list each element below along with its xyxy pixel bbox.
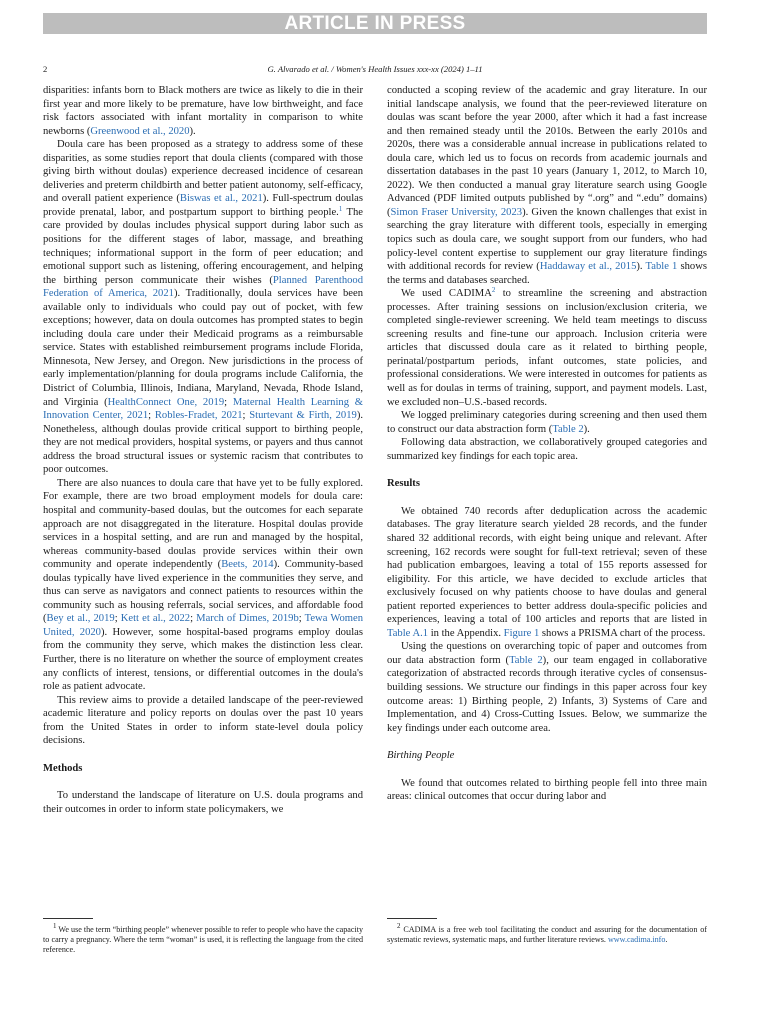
text-run: ; <box>114 613 121 625</box>
text-run: in the Appendix. <box>428 627 504 639</box>
reference-link[interactable]: Figure 1 <box>503 627 540 639</box>
footnote-left <box>43 918 363 956</box>
paragraph <box>43 84 363 138</box>
text-run: ; <box>190 613 197 625</box>
reference-link[interactable]: Beets, 2014 <box>221 559 274 571</box>
text-run: We used CADIMA <box>401 288 492 300</box>
footnote-text <box>387 922 707 945</box>
footnote-marker: 1 <box>53 922 57 930</box>
text-run: We logged preliminary categories during screening and then used them to construct our data abstraction form ( <box>387 410 707 435</box>
reference-link[interactable]: Robles-Fradet, 2021 <box>154 410 243 422</box>
reference-link[interactable]: Table 2 <box>552 423 584 435</box>
footnote-text <box>43 922 363 956</box>
text-run: To understand the landscape of literature on U.S. doula programs and their outcomes in order to inform state policymakers, we <box>43 790 363 815</box>
reference-link[interactable]: HealthConnect One, 2019 <box>107 396 225 408</box>
reference-link[interactable]: Maternal Health Learning & Innovation Center, 2021 <box>43 396 363 422</box>
text-run: ; <box>298 613 305 625</box>
text-run: . <box>665 935 668 945</box>
text-run: ). However, some hospital-based programs employ doulas from the community they serve, which makes the distinction less clear. Further, there is no literature on whether the source of employment creates any conflicts of interest, tensions, or differential outcomes in the doula's role as patient advocate. <box>43 626 363 693</box>
paragraph <box>43 477 363 694</box>
text-run: ; <box>242 410 250 422</box>
text-run: There are also nuances to doula care that have yet to be fully explored. For example, there are two broad employment models for doula care: hospital and community-based doulas, but the outcomes for each separate approach are not disaggregated in the literature. Hospital doulas provide services in a hospital setting, and are run and managed by the hospital, whereas community-based doulas provide services within their own community and operate independently ( <box>43 477 363 571</box>
reference-link[interactable]: Table 2 <box>509 654 543 666</box>
reference-link[interactable]: Bey et al., 2019 <box>46 613 115 625</box>
text-run: The care provided by doulas includes physical support during labor such as positions for the different stages of labor, massage, and breathing techniques; informational support in the form of peer education; and emotional support such as listening, offering encouragement, and helping the birthing person communicate their wishes ( <box>43 206 363 286</box>
reference-link[interactable]: Tewa Women United, 2020 <box>43 613 364 638</box>
reference-link[interactable]: Haddaway et al., 2015 <box>539 261 637 273</box>
text-run: ). Community-based doulas typically have lived experience in the communities they serve, and thus can serve as navigators and connect patients to resources within the community such as housing referrals, social services, and affordable food ( <box>43 559 363 625</box>
footnote-right <box>387 918 707 945</box>
text-run: ). Nonetheless, although doulas provide critical support to birthing people, they are not medical providers, hospital systems, or payers and thus cannot address the broad structural issues or systemic racism that contributes to poor outcomes. <box>43 410 363 476</box>
article-in-press-banner: ARTICLE IN PRESS <box>43 13 707 34</box>
left-column <box>43 84 363 816</box>
footnote-rule <box>387 918 437 919</box>
reference-link[interactable]: Table 1 <box>645 261 678 273</box>
paragraph <box>387 436 707 463</box>
reference-link[interactable]: Sturtevant & Firth, 2019 <box>249 410 357 422</box>
text-run: ). Given the known challenges that exist in searching the gray literature with different tools, especially in emerging topics such as doula care, we sought support from our funders, who had policy-level content expertise to supplement our gray literature findings with additional records for review ( <box>387 206 707 273</box>
text-run: to streamline the screening and abstraction processes. After training sessions on inclusion/exclusion criteria, we completed single-reviewer screening. We held team meetings to discuss screening results and fine-tune our approach. Inclusion criteria were articles that discussed doula care as it related to birthing people, perinatal/postpartum periods, infant outcomes, state policies, and professional considerations. We were interested in outcomes for patients as well as for doulas in terms of training, support, and payment models. Last, we excluded non–U.S.-based records. <box>387 288 707 408</box>
journal-citation: G. Alvarado et al. / Women's Health Issues xxx-xx (2024) 1–11 <box>267 64 483 74</box>
paragraph <box>387 505 707 640</box>
methods-heading: Methods <box>43 762 83 774</box>
text-run: ). <box>189 125 196 137</box>
paragraph <box>43 694 363 748</box>
reference-link[interactable]: Kett et al., 2022 <box>120 613 191 625</box>
text-run: CADIMA is a free web tool facilitating the conduct and assuring for the documentation of systematic reviews, systematic maps, and further literature reviews. <box>387 925 707 945</box>
text-run: ), our team engaged in collaborative categorization of abstracted records through iterative cycles of consensus-building sessions. We structure our findings in this paper across four key outcome areas: 1) Birthing people, 2) Infants, 3) Systems of Care and Implementation, and 4) Cross-Cutting Issues. Below, we summarize the key findings under each outcome area. <box>387 654 707 734</box>
text-run: disparities: infants born to Black mothers are twice as likely to die in their first year and more likely to be premature, have low birthweight, and face risk factors associated with infant mortality in comparison to white newborns ( <box>43 85 363 137</box>
paragraph <box>387 409 707 436</box>
text-run: We use the term “birthing people” whenever possible to refer to people who have the capacity to carry a pregnancy. Where the term “woman” is used, it is reflecting the language from the cited reference. <box>43 925 363 955</box>
text-run: conducted a scoping review of the academic and gray literature. In our initial landscape analysis, we found that the peer-reviewed literature on doulas was scant before the year 2000, after which it had a fast increase and then remained steady until the 2010s. Between the early 2010s and 2020s, there was a considerable annual increase in publications related to doula care, which led us to focus on records from academic journals and dissertation databases in the past 10 years (January 1, 2012, to March 10, 2022). We then conducted a manual gray literature search using Google Advanced (PDF limited outputs published by “.org” and “.edu” domains) ( <box>387 85 707 218</box>
text-run: We found that outcomes related to birthing people fell into three main areas: clinical outcomes that occur during labor and <box>387 777 707 803</box>
reference-link[interactable]: Biswas et al., 2021 <box>179 193 263 205</box>
paragraph <box>387 777 707 804</box>
text-run: Using the questions on overarching topic of paper and outcomes from our data abstraction form ( <box>387 641 707 666</box>
footnote-marker[interactable]: 1 <box>338 204 343 213</box>
paragraph <box>43 138 363 477</box>
footnote-rule <box>43 918 93 919</box>
text-run: Doula care has been proposed as a strategy to address some of these disparities, as some studies report that doula clients (compared with those giving birth without doulas) experience decreased incidence of cesarean deliveries and preterm childbirth and better patient autonomy, self-efficacy, and overall patient experience ( <box>43 139 363 205</box>
paragraph <box>387 84 707 287</box>
reference-link[interactable]: Table A.1 <box>387 627 429 639</box>
text-run: We obtained 740 records after deduplication across the academic databases. The gray literature search yielded 28 records, and the funder shared 32 additional records, with eight being unique and relevant. After screening, 162 records were sought for full-text retrieval; seven of these had publication embargoes, leaving a total of 155 reports assessed for eligibility. For this article, we have decided to exclude articles that exclusively focused on why patients choose to have doulas and general patient reported experiences to better address doula-specific policies and experiences, leaving a total of 100 articles and reports that are listed in <box>387 505 707 626</box>
text-run: ; <box>148 410 155 422</box>
paragraph <box>43 789 363 816</box>
running-head <box>43 62 707 76</box>
text-run: Following data abstraction, we collaboratively grouped categories and summarized key findings for each topic area. <box>387 437 707 462</box>
reference-link[interactable]: www.cadima.info <box>607 935 666 945</box>
paragraph <box>387 640 707 735</box>
text-run: This review aims to provide a detailed landscape of the peer-reviewed academic literature and policy reports on doulas over the past 10 years from the United States in order to inform state-level doula policy decisions. <box>43 694 363 747</box>
text-run: ). <box>583 423 590 435</box>
text-run: ). <box>636 261 646 273</box>
text-run: shows the terms and databases searched. <box>387 261 707 286</box>
text-run: ; <box>224 396 233 408</box>
text-run: shows a PRISMA chart of the process. <box>539 627 706 639</box>
reference-link[interactable]: Simon Fraser University, 2023 <box>390 206 523 218</box>
footnote-marker: 2 <box>397 922 401 930</box>
reference-link[interactable]: Planned Parenthood Federation of America, 2021 <box>43 274 364 300</box>
paragraph <box>387 287 707 409</box>
page-number: 2 <box>43 64 48 74</box>
text-run: ). Full-spectrum doulas provide prenatal, labor, and postpartum support to birthing people. <box>43 193 363 218</box>
text-run: ). Traditionally, doula services have been available only to individuals who could pay out of pocket, with few exceptions; however, data on doula outcomes has prompted states to begin including doula care under their Medicaid programs as a reimbursable service. States with established reimbursement programs include Florida, Minnesota, New Jersey, and Oregon. New jurisdictions in the process of early implementation/planning for doula programs include California, the District of Columbia, Illinois, Indiana, Maryland, Nevada, Rhode Island, and Virginia ( <box>43 288 363 408</box>
footnote-marker[interactable]: 2 <box>491 286 496 295</box>
birthing-people-subheading: Birthing People <box>387 750 455 762</box>
reference-link[interactable]: Greenwood et al., 2020 <box>90 125 190 137</box>
reference-link[interactable]: March of Dimes, 2019b <box>196 613 299 625</box>
results-heading: Results <box>387 478 420 490</box>
right-column <box>387 84 707 804</box>
